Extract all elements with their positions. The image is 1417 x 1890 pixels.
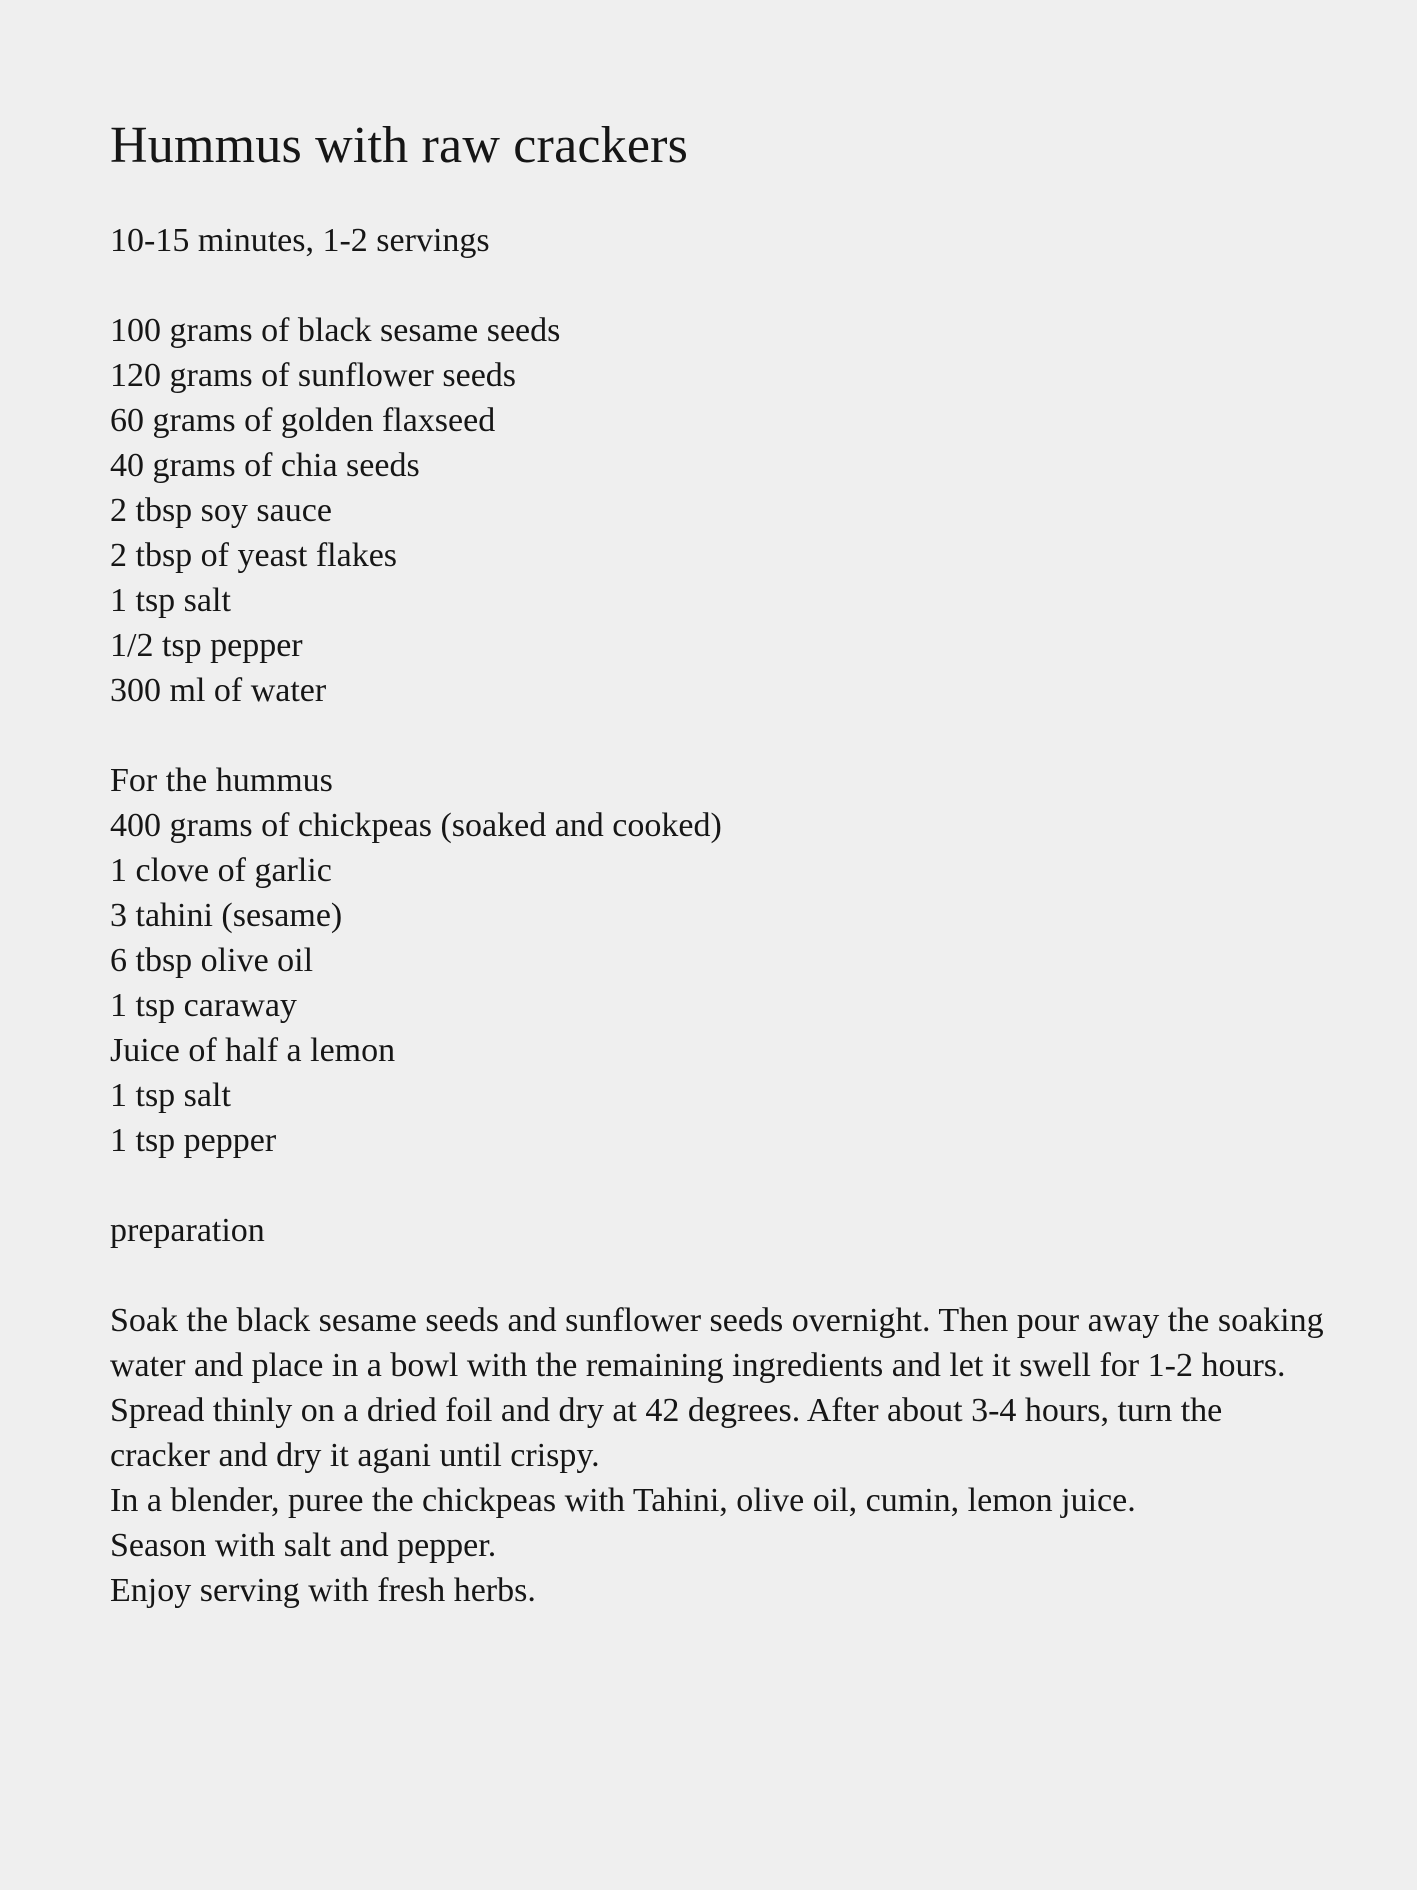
preparation-step: Spread thinly on a dried foil and dry at 42 degrees. After about 3-4 hours, turn the cracker and dry it agani until crispy. [110, 1392, 1223, 1474]
preparation-heading: preparation [110, 1212, 265, 1249]
ingredient-item: 1 tsp salt [110, 582, 231, 619]
ingredient-item: Juice of half a lemon [110, 1032, 396, 1069]
ingredient-item: 60 grams of golden flaxseed [110, 402, 496, 439]
recipe-body [110, 218, 1330, 1613]
ingredient-item: 400 grams of chickpeas (soaked and cooked) [110, 807, 722, 844]
preparation-steps [110, 1298, 1330, 1613]
ingredient-item: 1 tsp pepper [110, 1122, 277, 1159]
spacer [110, 1253, 1330, 1298]
hummus-ingredient-list [110, 803, 1330, 1163]
ingredient-item: 6 tbsp olive oil [110, 942, 314, 979]
ingredient-item: 40 grams of chia seeds [110, 447, 420, 484]
recipe-meta: 10-15 minutes, 1-2 servings [110, 222, 490, 259]
preparation-step: In a blender, puree the chickpeas with Tahini, olive oil, cumin, lemon juice. [110, 1482, 1136, 1519]
ingredient-item: 1 clove of garlic [110, 852, 332, 889]
ingredient-item: 3 tahini (sesame) [110, 897, 343, 934]
ingredient-item: 1 tsp salt [110, 1077, 231, 1114]
hummus-heading: For the hummus [110, 762, 333, 799]
recipe-title: Hummus with raw crackers [110, 117, 689, 174]
spacer [110, 1163, 1330, 1208]
spacer [110, 263, 1330, 308]
preparation-step: Season with salt and pepper. [110, 1527, 497, 1564]
ingredient-item: 1/2 tsp pepper [110, 627, 303, 664]
ingredient-item: 2 tbsp soy sauce [110, 492, 332, 529]
ingredient-item: 100 grams of black sesame seeds [110, 312, 561, 349]
preparation-step: Enjoy serving with fresh herbs. [110, 1572, 536, 1609]
crackers-ingredient-list [110, 308, 1330, 713]
spacer [110, 713, 1330, 758]
ingredient-item: 2 tbsp of yeast flakes [110, 537, 398, 574]
preparation-step: Soak the black sesame seeds and sunflower seeds overnight. Then pour away the soaking water and place in a bowl with the remaining ingredients and let it swell for 1-2 hours. [110, 1302, 1324, 1384]
ingredient-item: 300 ml of water [110, 672, 327, 709]
ingredient-item: 120 grams of sunflower seeds [110, 357, 517, 394]
ingredient-item: 1 tsp caraway [110, 987, 297, 1024]
